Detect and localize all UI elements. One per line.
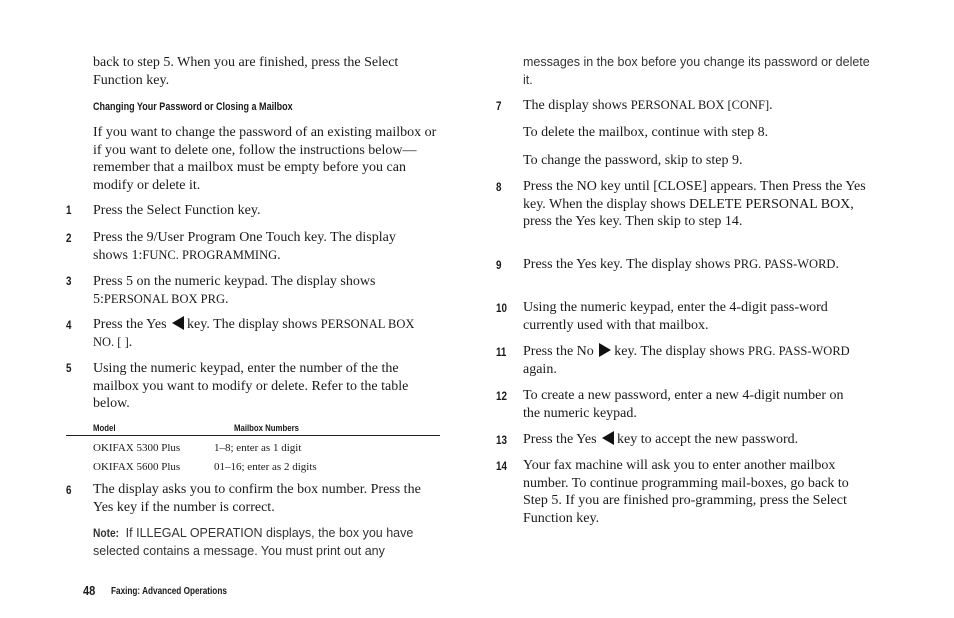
step-text: Your fax machine will ask you to enter another mailbox number. To continue programming mail-boxes, go back to Step 5. If you are finished pro-gramming, press the Select Function key. xyxy=(523,458,849,526)
table-cell: 1–8; enter as 1 digit xyxy=(214,442,302,454)
table-cell: OKIFAX 5300 Plus xyxy=(93,442,181,454)
footer-title: Faxing: Advanced Operations xyxy=(111,586,227,597)
table-header-model: Model xyxy=(93,423,116,434)
step-text: Press the 9/User Program One Touch key. The display shows 1:FUNC. PROGRAMMING. xyxy=(93,230,396,263)
step-number: 7 xyxy=(496,99,502,113)
note-label: Note: xyxy=(93,526,120,540)
section-paragraph: If you want to change the password of an existing mailbox or if you want to delete one, follow the instructions below—remember that a mailbox must be empty before you can modify or delete it. xyxy=(93,125,437,193)
step-text: Press the No key. The display shows PRG. PASS-WORD again. xyxy=(523,344,850,377)
note-continuation: messages in the box before you change its password or delete it. xyxy=(523,55,870,87)
step-number: 5 xyxy=(66,361,72,375)
section-heading: Changing Your Password or Closing a Mailbox xyxy=(93,101,293,113)
step-text: To create a new password, enter a new 4-digit number on the numeric keypad. xyxy=(523,388,844,421)
step-number: 13 xyxy=(496,433,507,447)
step-text: To change the password, skip to step 9. xyxy=(523,153,743,168)
step-number: 3 xyxy=(66,274,72,288)
note: Note: If ILLEGAL OPERATION displays, the box you have selected contains a message. You must print out any xyxy=(93,526,414,558)
step-text: Press the Yes key to accept the new password. xyxy=(523,432,799,447)
step-text: The display asks you to confirm the box number. Press the Yes key if the number is correct. xyxy=(93,482,421,515)
step-number: 2 xyxy=(66,231,72,245)
step-text: Press the Select Function key. xyxy=(93,203,261,218)
table-cell: 01–16; enter as 2 digits xyxy=(214,461,317,473)
step-number: 4 xyxy=(66,318,72,332)
page-number: 48 xyxy=(83,583,96,598)
no-arrow-icon xyxy=(599,343,611,357)
table-cell: OKIFAX 5600 Plus xyxy=(93,461,181,473)
step-number: 12 xyxy=(496,389,507,403)
step-text: The display shows PERSONAL BOX [CONF]. xyxy=(523,98,773,113)
step-text: Press 5 on the numeric keypad. The display shows 5:PERSONAL BOX PRG. xyxy=(93,274,376,307)
step-text: Press the Yes key. The display shows PRG. PASS-WORD. xyxy=(523,257,839,272)
yes-arrow-icon xyxy=(172,316,184,330)
step-text: Press the NO key until [CLOSE] appears. Then Press the Yes key. When the display shows DELETE PERSONAL BOX, press the Yes key. Then skip to step 14. xyxy=(523,179,866,229)
yes-arrow-icon xyxy=(602,431,614,445)
step-number: 6 xyxy=(66,483,72,497)
step-number: 10 xyxy=(496,301,507,315)
step-number: 1 xyxy=(66,203,72,217)
step-text: To delete the mailbox, continue with step 8. xyxy=(523,125,769,140)
step-number: 14 xyxy=(496,459,507,473)
step-number: 11 xyxy=(496,345,507,359)
intro-paragraph: back to step 5. When you are finished, press the Select Function key. xyxy=(93,55,399,88)
table-header-mailbox: Mailbox Numbers xyxy=(234,423,299,434)
step-number: 8 xyxy=(496,180,502,194)
step-text: Using the numeric keypad, enter the number of the the mailbox you want to modify or delete. Refer to the table below. xyxy=(93,361,409,411)
step-text: Press the Yes key. The display shows PERSONAL BOX NO. [ ]. xyxy=(93,317,415,350)
table-rule xyxy=(66,435,440,436)
step-text: Using the numeric keypad, enter the 4-digit pass-word currently used with that mailbox. xyxy=(523,300,828,333)
step-number: 9 xyxy=(496,258,502,272)
